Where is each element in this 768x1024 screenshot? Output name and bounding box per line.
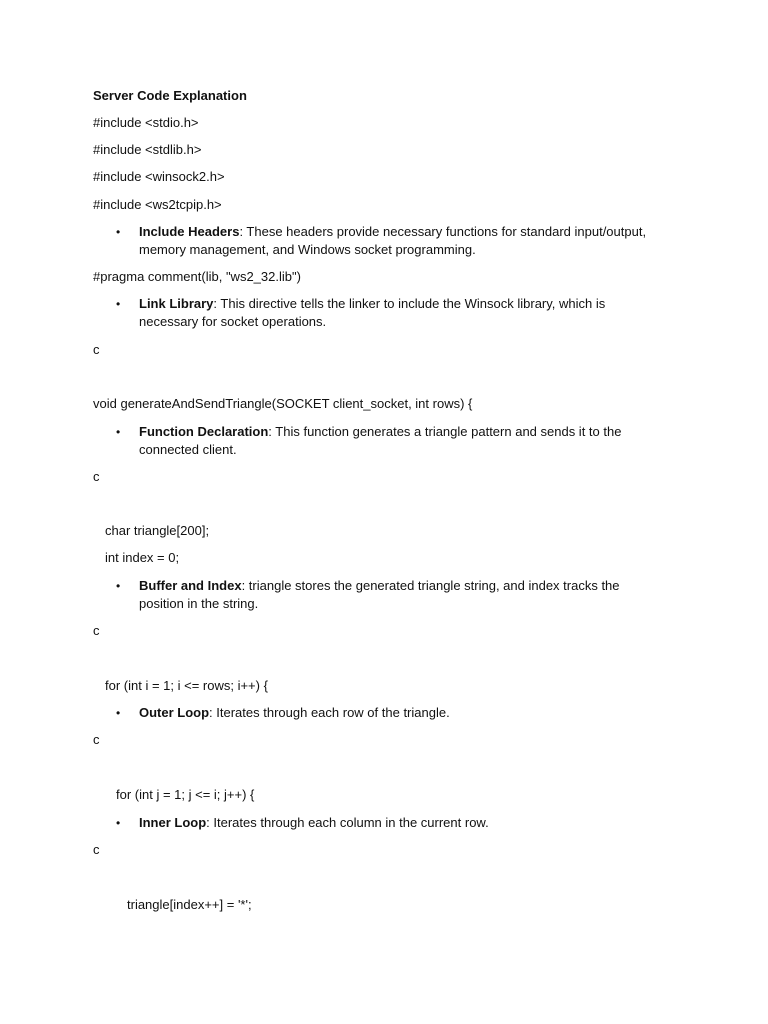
include-winsock2: #include <winsock2.h>: [93, 169, 225, 184]
code-language-label: c: [93, 623, 100, 638]
code-language-label: c: [93, 842, 100, 857]
bullet-marker: •: [116, 579, 121, 593]
bullet-desc: : These headers provide necessary functions for standard input/output, memory management, and Windows socket programming.: [139, 224, 647, 257]
include-stdio: #include <stdio.h>: [93, 115, 199, 130]
bullet-marker: •: [116, 425, 121, 439]
code-language-label: c: [93, 732, 100, 747]
index-declaration-line: int index = 0;: [105, 550, 180, 565]
include-stdlib: #include <stdlib.h>: [93, 142, 202, 157]
bullet-link-library: [139, 295, 659, 331]
bullet-marker: •: [116, 706, 121, 720]
bullet-term: Inner Loop: [139, 815, 207, 830]
bullet-desc: : triangle stores the generated triangle string, and index tracks the position in the string.: [139, 578, 620, 611]
bullet-marker: •: [116, 297, 121, 311]
bullet-buffer-and-index: [139, 577, 659, 613]
bullet-inner-loop: [139, 814, 659, 832]
bullet-term: Outer Loop: [139, 705, 210, 720]
document-title: Server Code Explanation: [93, 88, 247, 103]
bullet-function-declaration: [139, 423, 659, 459]
bullet-include-headers: [139, 223, 659, 259]
buffer-declaration-line: char triangle[200];: [105, 523, 210, 538]
code-language-label: c: [93, 469, 100, 484]
bullet-term: Link Library: [139, 296, 214, 311]
bullet-desc: : Iterates through each row of the triangle.: [209, 705, 450, 720]
bullet-marker: •: [116, 816, 121, 830]
outer-for-line: for (int i = 1; i <= rows; i++) {: [105, 678, 268, 693]
inner-for-line: for (int j = 1; j <= i; j++) {: [116, 787, 255, 802]
bullet-marker: •: [116, 225, 121, 239]
bullet-outer-loop: [139, 704, 659, 722]
bullet-term: Function Declaration: [139, 424, 269, 439]
bullet-desc: : Iterates through each column in the current row.: [206, 815, 489, 830]
bullet-desc: : This function generates a triangle pattern and sends it to the connected client.: [139, 424, 622, 457]
bullet-desc: : This directive tells the linker to include the Winsock library, which is necessary for socket operations.: [139, 296, 606, 329]
include-ws2tcpip: #include <ws2tcpip.h>: [93, 197, 222, 212]
bullet-term: Include Headers: [139, 224, 240, 239]
bullet-term: Buffer and Index: [139, 578, 242, 593]
assignment-line: triangle[index++] = '*';: [127, 897, 252, 912]
function-declaration-line: void generateAndSendTriangle(SOCKET client_socket, int rows) {: [93, 396, 473, 411]
code-language-label: c: [93, 342, 100, 357]
pragma-line: #pragma comment(lib, "ws2_32.lib"): [93, 269, 301, 284]
